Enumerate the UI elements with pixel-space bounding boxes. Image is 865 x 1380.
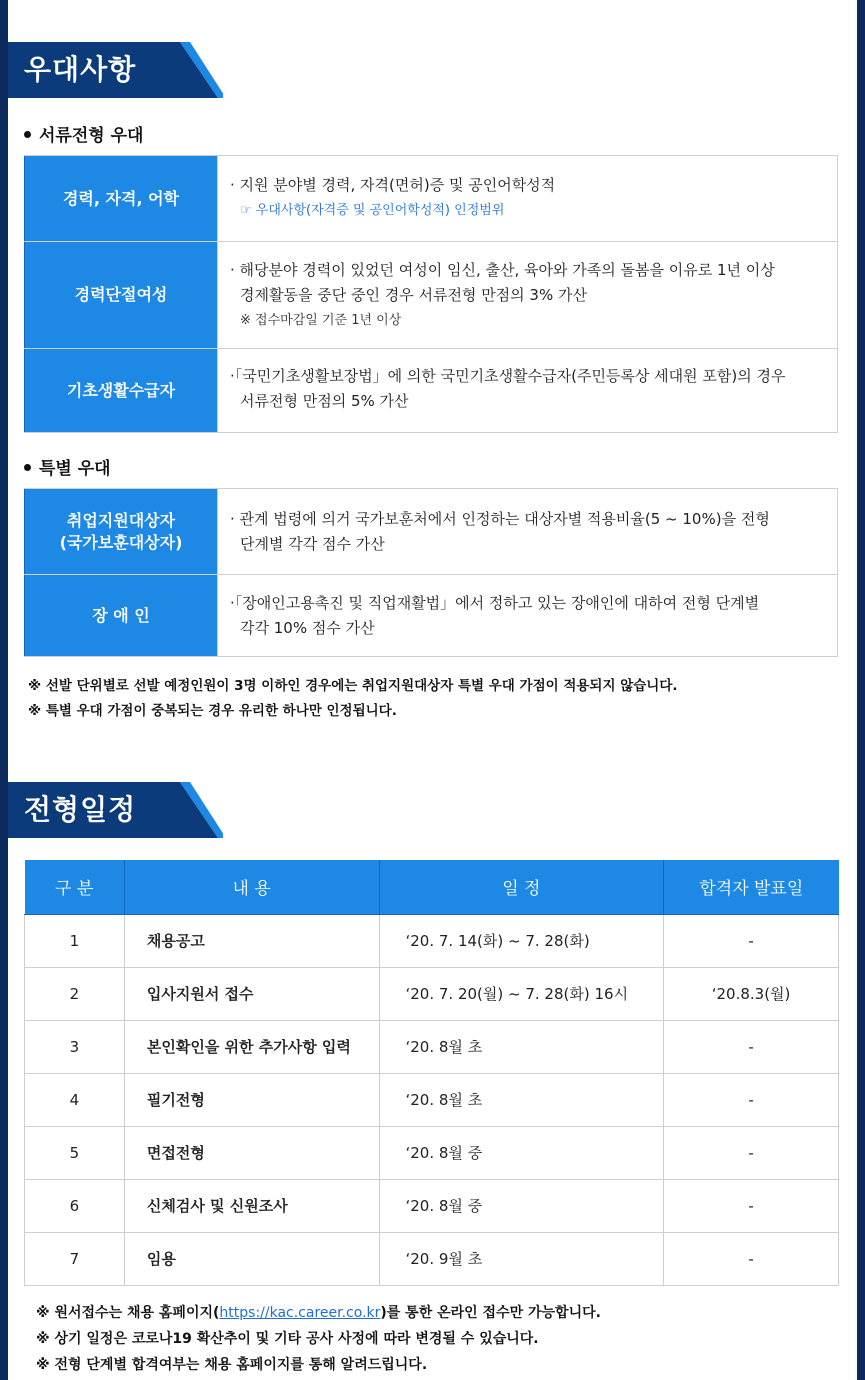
row-label bbox=[24, 489, 218, 574]
cell-description: 임용 bbox=[124, 1232, 379, 1285]
cell-date: ‘20. 9월 초 bbox=[379, 1232, 664, 1285]
content-line: 각각 10% 점수 가산 bbox=[240, 619, 375, 637]
cell-number: 1 bbox=[25, 914, 125, 967]
section-header-schedule bbox=[8, 782, 223, 838]
table-row bbox=[25, 1179, 839, 1232]
cell-description: 본인확인을 위한 추가사항 입력 bbox=[124, 1020, 379, 1073]
subheading-text: 특별 우대 bbox=[39, 459, 111, 479]
cell-announcement: - bbox=[664, 1179, 839, 1232]
table-row bbox=[25, 914, 839, 967]
cell-number: 7 bbox=[25, 1232, 125, 1285]
table-row bbox=[25, 1020, 839, 1073]
table-row bbox=[25, 967, 839, 1020]
cell-description: 채용공고 bbox=[124, 914, 379, 967]
section-header-preferential bbox=[8, 42, 223, 98]
table-row bbox=[24, 489, 838, 575]
column-header: 합격자 발표일 bbox=[664, 860, 839, 914]
cell-description: 입사지원서 접수 bbox=[124, 967, 379, 1020]
preferential-notes bbox=[28, 674, 678, 724]
content-line: · 해당분야 경력이 있었던 여성이 임신, 출산, 육아와 가족의 돌봄을 이유로 1년 이상 bbox=[230, 261, 775, 279]
table-row bbox=[25, 1232, 839, 1285]
cell-announcement: - bbox=[664, 1020, 839, 1073]
table-row bbox=[24, 349, 838, 433]
content-line: ·「장애인고용촉진 및 직업재활법」에서 정하고 있는 장애인에 대하여 전형 단계별 bbox=[230, 594, 760, 612]
column-header: 내 용 bbox=[124, 860, 379, 914]
page bbox=[8, 0, 857, 1380]
content-line: ·「국민기초생활보장법」에 의한 국민기초생활수급자(주민등록상 세대원 포함)의 경우 bbox=[230, 367, 786, 385]
footnote-line: ※ 상기 일정은 코로나19 확산추이 및 기타 공사 사정에 따라 변경될 수 있습니다. bbox=[36, 1331, 539, 1347]
content-line: 경제활동을 중단 중인 경우 서류전형 만점의 3% 가산 bbox=[240, 286, 587, 304]
schedule-footnotes bbox=[36, 1300, 601, 1378]
row-label-line: (국가보훈대상자) bbox=[59, 532, 183, 552]
cell-description: 필기전형 bbox=[124, 1073, 379, 1126]
table-row bbox=[24, 242, 838, 349]
qualification-range-link[interactable]: ☞ 우대사항(자격증 및 공인어학성적) 인정범위 bbox=[240, 203, 505, 218]
cell-number: 2 bbox=[25, 967, 125, 1020]
column-header: 일 정 bbox=[379, 860, 664, 914]
cell-announcement: - bbox=[664, 1232, 839, 1285]
subheading-text: 서류전형 우대 bbox=[39, 126, 144, 146]
cell-number: 6 bbox=[25, 1179, 125, 1232]
career-site-link[interactable]: https://kac.career.co.kr bbox=[219, 1305, 381, 1321]
table-row bbox=[24, 575, 838, 657]
cell-date: ‘20. 8월 초 bbox=[379, 1073, 664, 1126]
row-label-line: 취업지원대상자 bbox=[66, 510, 176, 530]
cell-number: 4 bbox=[25, 1073, 125, 1126]
table-row bbox=[25, 1126, 839, 1179]
section-title: 우대사항 bbox=[24, 53, 137, 86]
cell-date: ‘20. 7. 14(화) ~ 7. 28(화) bbox=[379, 914, 664, 967]
subheading-document-screening bbox=[24, 121, 143, 146]
table-row bbox=[24, 156, 838, 242]
cell-date: ‘20. 8월 중 bbox=[379, 1126, 664, 1179]
document-screening-table bbox=[24, 155, 838, 433]
cell-description: 면접전형 bbox=[124, 1126, 379, 1179]
row-content bbox=[218, 575, 838, 656]
content-line: 서류전형 만점의 5% 가산 bbox=[240, 392, 409, 410]
cell-announcement: ‘20.8.3(월) bbox=[664, 967, 839, 1020]
row-label: 경력단절여성 bbox=[24, 242, 218, 348]
cell-description: 신체검사 및 신원조사 bbox=[124, 1179, 379, 1232]
note-line: ※ 특별 우대 가점이 중복되는 경우 유리한 하나만 인정됩니다. bbox=[28, 703, 397, 719]
schedule-table bbox=[24, 860, 839, 1286]
content-line: · 지원 분야별 경력, 자격(면허)증 및 공인어학성적 bbox=[230, 176, 556, 194]
row-content bbox=[218, 489, 838, 574]
row-label: 기초생활수급자 bbox=[24, 349, 218, 432]
cell-number: 3 bbox=[25, 1020, 125, 1073]
content-line: 단계별 각각 점수 가산 bbox=[240, 535, 385, 553]
cell-announcement: - bbox=[664, 1073, 839, 1126]
row-label: 장 애 인 bbox=[24, 575, 218, 656]
cell-announcement: - bbox=[664, 1126, 839, 1179]
subheading-special bbox=[24, 454, 111, 479]
cell-number: 5 bbox=[25, 1126, 125, 1179]
footnote-text: )를 통한 온라인 접수만 가능합니다. bbox=[380, 1305, 601, 1321]
footnote-line: ※ 전형 단계별 합격여부는 채용 홈페이지를 통해 알려드립니다. bbox=[36, 1357, 428, 1373]
content-line: · 관계 법령에 의거 국가보훈처에서 인정하는 대상자별 적용비율(5 ~ 10%)을 전형 bbox=[230, 510, 770, 528]
footnote-line bbox=[36, 1300, 601, 1326]
column-header: 구 분 bbox=[25, 860, 125, 914]
cell-date: ‘20. 8월 초 bbox=[379, 1020, 664, 1073]
table-row bbox=[25, 1073, 839, 1126]
footnote-text: ※ 원서접수는 채용 홈페이지( bbox=[36, 1305, 220, 1321]
content-note: ※ 접수마감일 기준 1년 이상 bbox=[240, 313, 402, 328]
table-header-row bbox=[25, 860, 839, 914]
row-content bbox=[218, 349, 838, 432]
bullet-icon bbox=[24, 131, 31, 138]
section-title: 전형일정 bbox=[24, 793, 137, 826]
row-label: 경력, 자격, 어학 bbox=[24, 156, 218, 241]
cell-date: ‘20. 7. 20(월) ~ 7. 28(화) 16시 bbox=[379, 967, 664, 1020]
bullet-icon bbox=[24, 464, 31, 471]
row-content bbox=[218, 156, 838, 241]
cell-announcement: - bbox=[664, 914, 839, 967]
note-line: ※ 선발 단위별로 선발 예정인원이 3명 이하인 경우에는 취업지원대상자 특별 우대 가점이 적용되지 않습니다. bbox=[28, 678, 678, 694]
special-preference-table bbox=[24, 488, 838, 657]
row-content bbox=[218, 242, 838, 348]
cell-date: ‘20. 8월 중 bbox=[379, 1179, 664, 1232]
